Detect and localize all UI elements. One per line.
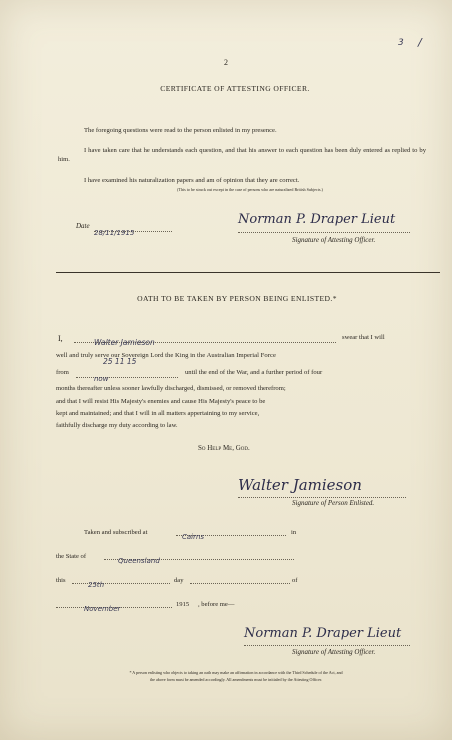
enlisted-caption: Signature of Person Enlisted. — [292, 499, 375, 507]
attesting-officer-caption-2: Signature of Attesting Officer. — [292, 648, 376, 656]
enlistee-name-field — [74, 332, 336, 347]
in-label: in — [291, 529, 297, 536]
certificate-title: CERTIFICATE OF ATTESTING OFFICER. — [160, 84, 310, 93]
place-field — [176, 526, 286, 541]
date-value: 28/11/1915 — [94, 229, 135, 237]
corner-mark-number: 3 — [398, 38, 404, 48]
so-help-me-god: So Help Me, God. — [198, 444, 250, 452]
day-trailing-line — [190, 574, 290, 584]
day-value: 25th — [88, 581, 105, 589]
place-value: Cairns — [182, 533, 205, 541]
oath-line-3-rest: until the end of the War, and a further period of four — [185, 369, 323, 376]
date-label: Date — [76, 222, 90, 230]
certificate-para-3: I have examined his naturalization papers and am of opinion that they are correct. — [84, 177, 300, 184]
signature-line-2 — [244, 644, 410, 646]
oath-from-field — [76, 368, 178, 383]
signature-line-1 — [238, 231, 410, 233]
corner-mark-slash: / — [418, 36, 422, 49]
certificate-para-1: The foregoing questions were read to the person enlisted in my presence. — [84, 127, 277, 134]
oath-line-5: and that I will resist His Majesty's enemies and cause His Majesty's peace to be — [56, 398, 266, 405]
oath-title: OATH TO BE TAKEN BY PERSON BEING ENLISTED.* — [137, 294, 337, 303]
oath-from-now: now — [94, 375, 109, 383]
state-label: the State of — [56, 553, 87, 560]
month-value: November — [84, 605, 121, 613]
oath-swear-text: swear that I will — [342, 334, 385, 341]
page-number: 2 — [224, 58, 228, 67]
attesting-officer-signature-2: Norman P. Draper Lieut — [244, 626, 402, 641]
oath-line-6: kept and maintained; and that I will in all matters appertaining to my service, — [56, 410, 260, 417]
enlisted-signature: Walter Jamieson — [238, 476, 362, 494]
certificate-para-2: I have taken care that he understands each question, and that his answer to each question has been duly entered as replied to by him. — [58, 147, 426, 164]
oath-line-7: faithfully discharge my duty according to law. — [56, 422, 178, 429]
before-me-label: , before me— — [198, 601, 235, 608]
oath-i-label: I, — [58, 334, 63, 343]
footnote-line-1: * A person enlisting who objects to taking an oath may make an affirmation in accordance with the Third Schedule of the Act, and — [129, 670, 343, 675]
footnote-line-2: the above form must be amended accordingly. All amendments must be initialed by the Attesting Officer. — [149, 677, 323, 682]
day-label: day — [174, 577, 184, 584]
year-value: 1915 — [176, 601, 190, 608]
this-label: this — [56, 577, 66, 584]
state-field — [104, 550, 294, 565]
oath-from-label: from — [56, 369, 69, 376]
certificate-note: (This to be struck out except in the case of persons who are naturalized British Subjects.) — [177, 187, 323, 192]
taken-subscribed-label: Taken and subscribed at — [84, 529, 148, 536]
oath-from-date: 25 11 15 — [103, 357, 137, 366]
attesting-officer-caption-1: Signature of Attesting Officer. — [292, 236, 376, 244]
section-divider — [56, 272, 440, 273]
enlistee-name: Walter Jamieson — [94, 338, 155, 347]
state-value: Queensland — [118, 557, 160, 565]
date-field — [94, 222, 172, 237]
day-field — [72, 574, 170, 589]
oath-line-4: months thereafter unless sooner lawfully discharged, dismissed, or removed therefrom; — [56, 385, 286, 392]
month-field — [56, 598, 172, 613]
of-label: of — [292, 577, 298, 584]
oath-line-2: well and truly serve our Sovereign Lord the King in the Australian Imperial Force — [56, 352, 276, 359]
enlisted-signature-line — [238, 496, 406, 498]
attesting-officer-signature-1: Norman P. Draper Lieut — [238, 212, 396, 227]
